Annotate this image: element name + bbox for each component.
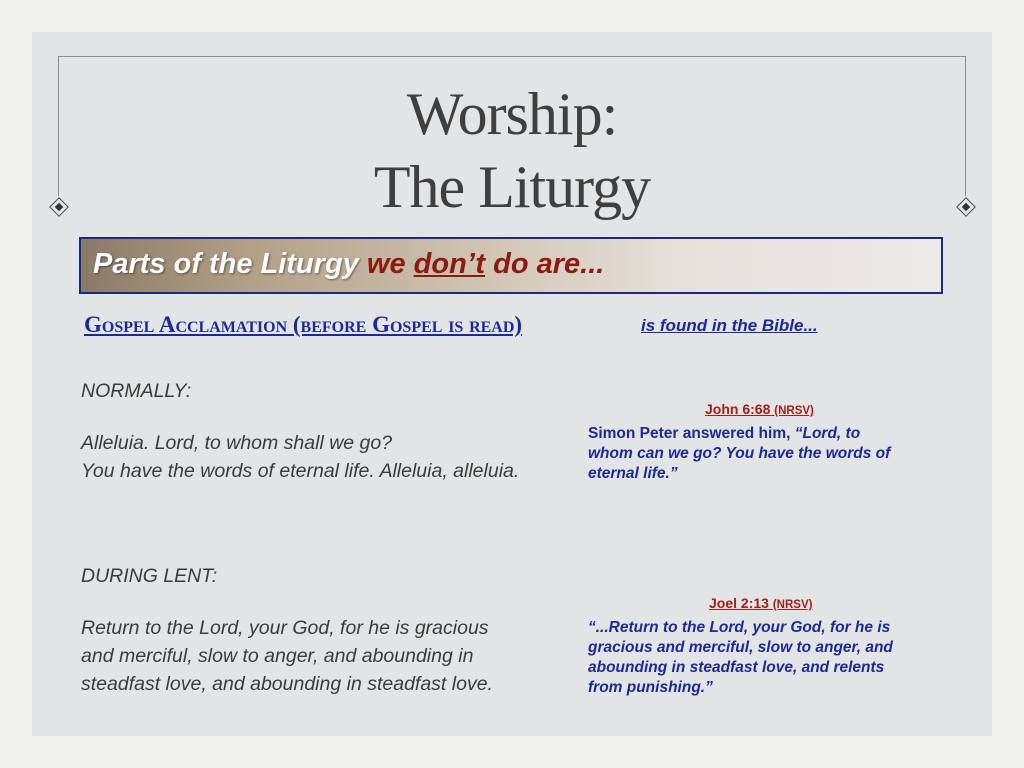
frame-top-line — [58, 56, 966, 57]
lent-line-2: and merciful, slow to anger, and abounding in — [81, 645, 474, 667]
john-citation — [705, 401, 814, 417]
joel-quote-line-3: abounding in steadfast love, and relents — [588, 659, 885, 676]
joel-quote-line-2: gracious and merciful, slow to anger, and — [588, 639, 893, 656]
normally-line-1: Alleluia. Lord, to whom shall we go? — [81, 432, 393, 454]
title-line-2: The Liturgy — [373, 154, 651, 220]
banner — [79, 237, 943, 294]
lent-line-3: steadfast love, and abounding in steadfast love. — [81, 673, 493, 695]
found-in-bible-label: is found in the Bible... — [641, 316, 818, 335]
john-citation-ref: John 6:68 — [705, 401, 771, 417]
title-line-1: Worship: — [406, 81, 618, 147]
john-citation-version: (NRSV) — [774, 405, 814, 417]
normally-label: NORMALLY: — [81, 380, 192, 402]
joel-citation-ref: Joel 2:13 — [709, 595, 769, 611]
section-heading: Gospel Acclamation (before Gospel is read) — [84, 312, 523, 337]
banner-text-part2: we — [366, 248, 414, 280]
banner-text — [93, 248, 604, 281]
banner-text-part3: don’t — [413, 248, 486, 280]
joel-quote-line-1: “...Return to the Lord, your God, for he is — [588, 619, 891, 636]
banner-text-part4: do are... — [485, 248, 605, 280]
john-quote-line-2: whom can we go? You have the words of — [588, 445, 891, 462]
john-quote-line-3: eternal life.” — [588, 465, 678, 482]
lent-label: DURING LENT: — [81, 565, 218, 587]
joel-citation — [709, 595, 812, 611]
joel-citation-version: (NRSV) — [772, 599, 813, 611]
normally-line-2: You have the words of eternal life. Alleluia, alleluia. — [81, 460, 520, 482]
john-quote-italic: “Lord, to — [794, 425, 861, 442]
joel-quote-line-4: from punishing.” — [588, 679, 713, 696]
john-quote-plain: Simon Peter answered him, — [588, 425, 795, 442]
john-quote-line-1 — [588, 424, 860, 444]
banner-text-part1: Parts of the Liturgy — [93, 248, 367, 280]
lent-line-1: Return to the Lord, your God, for he is gracious — [81, 617, 489, 639]
